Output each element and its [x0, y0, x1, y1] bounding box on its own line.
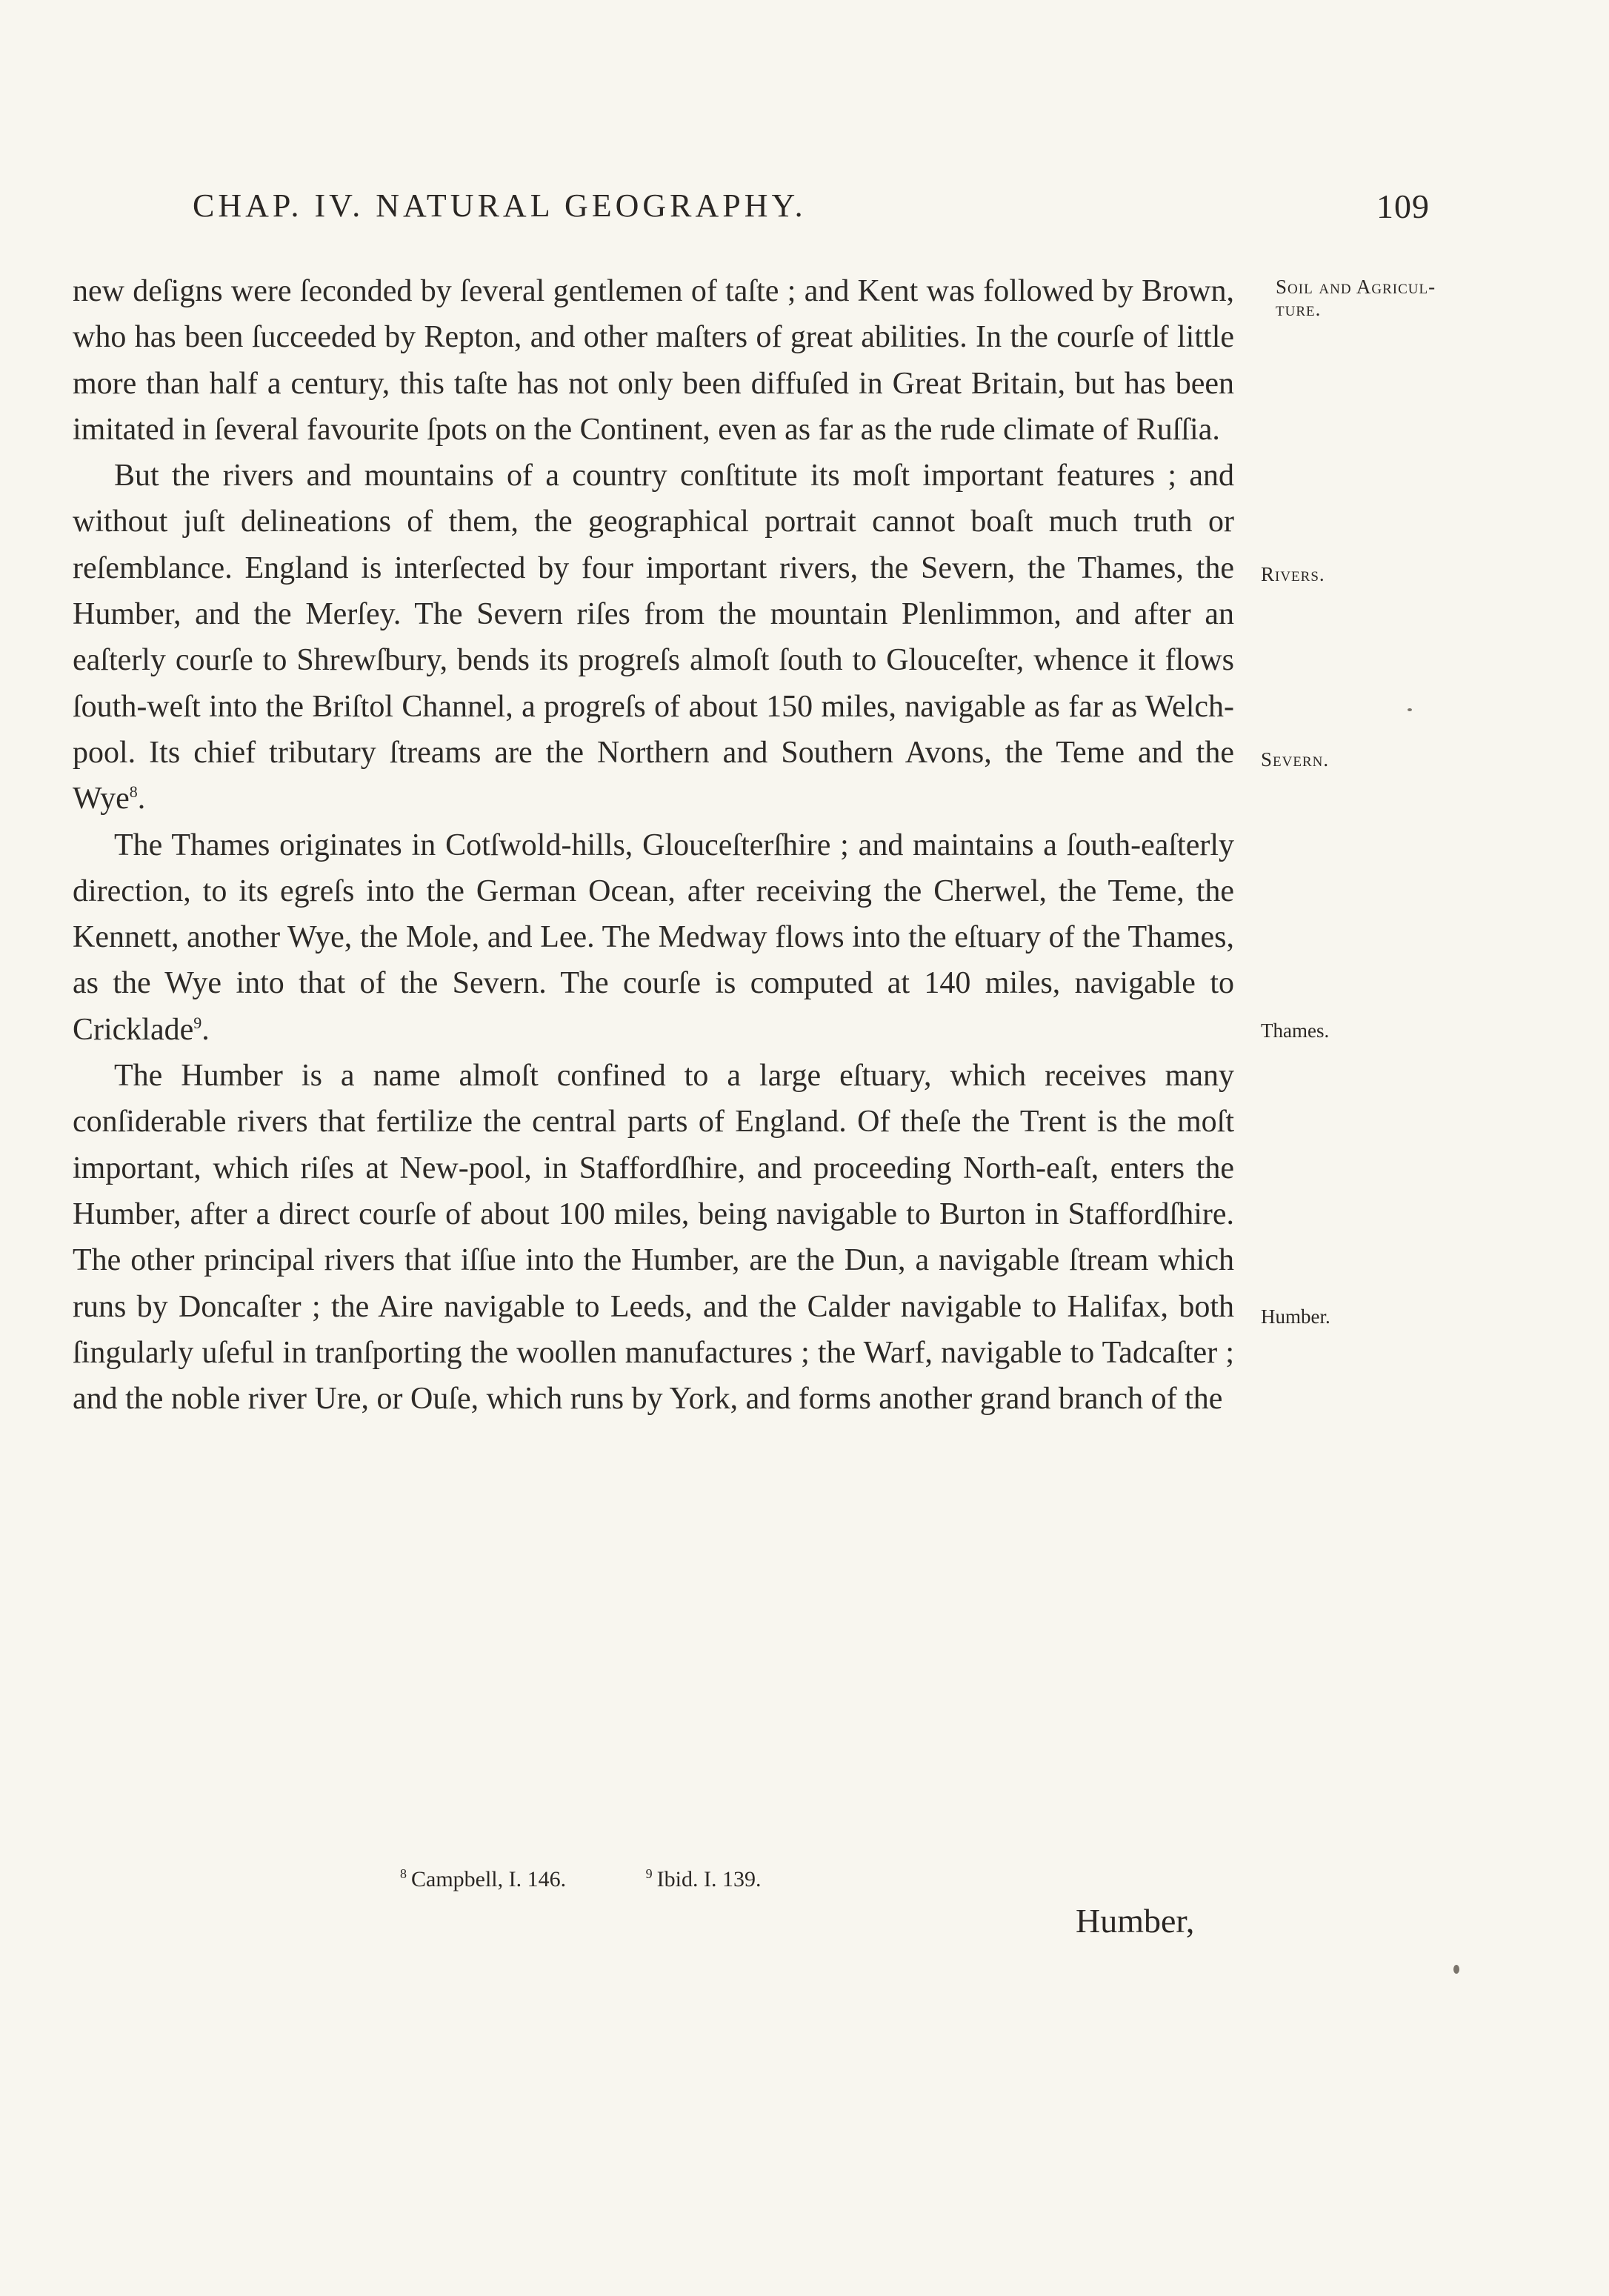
ink-speck: [1408, 708, 1412, 711]
paragraph-text: new deſigns were ſeconded by ſeveral gentlemen of taſte ; and Kent was followed by Brown, who has been ſucceeded by Repton, and other maſters of great abilities. In the courſe of little more than half a century, this taſte has not only been diffuſed in Great Britain, but has been imitated in ſeveral favourite ſpots on the Continent, even as far as the rude climate of Ruſſia.: [73, 274, 1234, 447]
footnote-8: [400, 1867, 566, 1891]
footnote-ref: 9: [193, 1013, 202, 1032]
main-text: [73, 268, 1234, 1422]
paragraph: [73, 268, 1234, 453]
paragraph: [73, 822, 1234, 1053]
ink-speck: [1453, 1965, 1459, 1974]
paragraph: [73, 453, 1234, 822]
paragraph-text: But the rivers and mountains of a country conſtitute its moſt important features ; and without juſt delineations of them, the geographical portrait cannot boaſt much truth or reſemblance. England is interſected by four important rivers, the Severn, the Thames, the Humber, and the Merſey. The Severn riſes from the mountain Plenlimmon, and after an eaſterly courſe to Shrewſbury, bends its progreſs almoſt ſouth to Glouceſter, whence it flows ſouth-weſt into the Briſtol Channel, a progreſs of about 150 miles, navigable as far as Welch-pool. Its chief tributary ſtreams are the Northern and Southern Avons, the Teme and the Wye: [73, 459, 1234, 816]
sidenote-rivers: Rivers.: [1261, 563, 1325, 585]
footnote-text: Campbell, I. 146.: [411, 1867, 567, 1891]
page-number: 109: [1376, 187, 1430, 225]
chapter-title: CHAP. IV. NATURAL GEOGRAPHY.: [193, 187, 807, 224]
footnote-9: [646, 1867, 762, 1891]
footnotes: [400, 1867, 835, 1892]
sidenote-thames: Thames.: [1261, 1019, 1330, 1042]
footnote-ref: 8: [129, 782, 138, 802]
footnote-text: Ibid. I. 139.: [656, 1867, 762, 1891]
sidenote-humber: Humber.: [1261, 1305, 1330, 1328]
paragraph-end: .: [201, 1012, 210, 1047]
sidenote-severn: Severn.: [1261, 748, 1330, 771]
footnote-mark: 9: [645, 1866, 653, 1881]
footnote-mark: 8: [400, 1866, 407, 1881]
paragraph-text: The Humber is a name almoſt confined to a large eſtuary, which receives many conſiderable rivers that fertilize the central parts of England. Of theſe the Trent is the moſt important, which riſes at New-pool, in Staffordſhire, and proceeding North-eaſt, enters the Humber, after a direct courſe of about 100 miles, being navigable to Burton in Staffordſhire. The other principal rivers that iſſue into the Humber, are the Dun, a navigable ſtream which runs by Doncaſter ; the Aire navigable to Leeds, and the Calder navigable to Halifax, both ſingularly uſeful in tranſporting the woollen manufactures ; the Warf, navigable to Tadcaſter ; and the noble river Ure, or Ouſe, which runs by York, and forms another grand branch of the: [73, 1059, 1234, 1417]
sidenote-soil-agriculture: Soil and Agricul- ture.: [1276, 276, 1436, 320]
catchword: Humber,: [1076, 1902, 1195, 1940]
paragraph-end: .: [137, 782, 146, 816]
paragraph: [73, 1053, 1234, 1422]
paragraph-text: The Thames originates in Cotſwold-hills, Glouceſterſhire ; and maintains a ſouth-eaſterly direction, to its egreſs into the German Ocean, after receiving the Cherwel, the Teme, the Kennett, another Wye, the Mole, and Lee. The Medway flows into the eſtuary of the Thames, as the Wye into that of the Severn. The courſe is computed at 140 miles, navigable to Cricklade: [73, 828, 1234, 1047]
